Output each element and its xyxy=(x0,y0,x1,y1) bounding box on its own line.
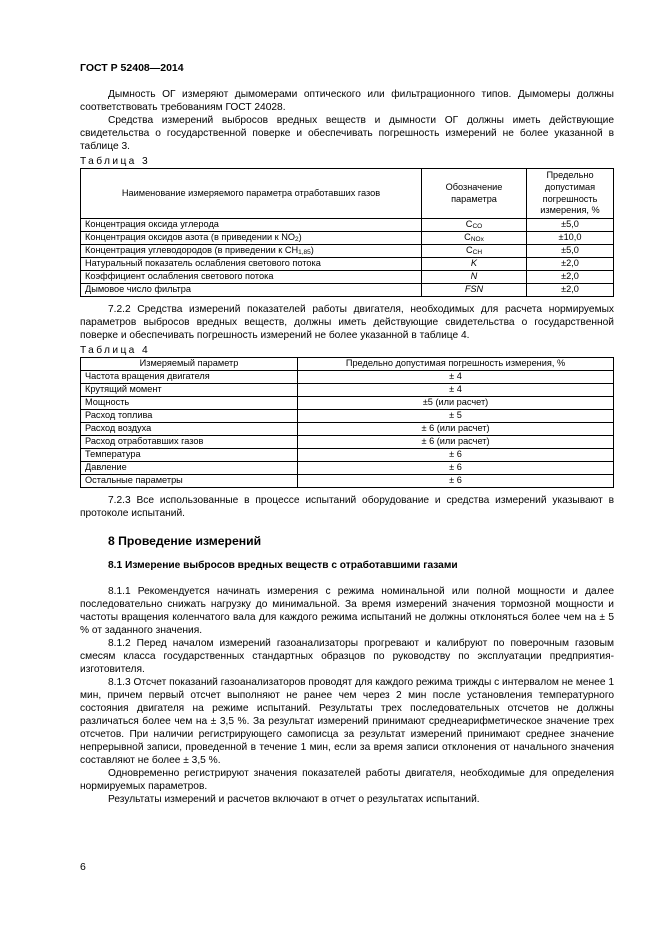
cell-param-text: Концентрация углеводородов (в приведении к CH xyxy=(85,245,299,256)
cell-symbol xyxy=(422,284,527,297)
cell-error: ± 4 xyxy=(298,384,614,397)
cell-param xyxy=(81,219,422,232)
cell-error: ± 6 xyxy=(298,475,614,488)
paragraph-7-2-3: 7.2.3 Все использованные в процессе испытаний оборудование и средства измерений указывают в протоколе испытаний. xyxy=(80,495,614,519)
paragraph-7-2-2: 7.2.2 Средства измерений показателей работы двигателя, необходимых для расчета нормируемых параметров выбросов вредных веществ, должны иметь действующие свидетельства о государственной поверке и обеспечивать погрешность измерений не более указанной в таблице 4. xyxy=(80,304,614,341)
cell-error: ±5,0 xyxy=(527,245,614,258)
table-row xyxy=(81,410,614,423)
cell-symbol-text: FSN xyxy=(464,284,484,295)
cell-param: Частота вращения двигателя xyxy=(81,371,298,384)
cell-error: ± 6 xyxy=(298,462,614,475)
table-row xyxy=(81,462,614,475)
cell-symbol-text: N xyxy=(470,271,478,282)
cell-param: Давление xyxy=(81,462,298,475)
cell-symbol-text: C xyxy=(465,245,473,256)
cell-symbol xyxy=(422,258,527,271)
cell-param-subscript: 2 xyxy=(295,236,299,244)
paragraph-simultaneous-registration: Одновременно регистрируют значения показателей работы двигателя, необходимые для определения нормируемых параметров. xyxy=(80,768,614,792)
section-8-title: 8 Проведение измерений xyxy=(108,534,262,548)
cell-error: ± 5 xyxy=(298,410,614,423)
table-row xyxy=(81,232,614,245)
table-3 xyxy=(80,168,614,297)
section-8-1-title: 8.1 Измерение выбросов вредных веществ с отработавшими газами xyxy=(108,560,458,571)
table-row xyxy=(81,271,614,284)
paragraph-8-1-1: 8.1.1 Рекомендуется начинать измерения с режима номинальной или полной мощности и далее последовательно снижать нагрузку до минимальной. За время измерений значения тормозной мощности и частоты вращения коленчатого вала для каждого режима испытаний не должны отклоняться более чем на ± 5 % от заданного значения. xyxy=(80,586,614,636)
cell-symbol xyxy=(422,271,527,284)
cell-param-text: Натуральный показатель ослабления светового потока xyxy=(85,258,321,269)
document-page xyxy=(80,62,614,806)
cell-error: ±5 (или расчет) xyxy=(298,397,614,410)
table-4-header-param: Измеряемый параметр xyxy=(81,358,298,371)
table-4-caption: Таблица 4 xyxy=(80,345,151,356)
cell-param: Мощность xyxy=(81,397,298,410)
table-3-header-param: Наименование измеряемого параметра отработавших газов xyxy=(81,169,422,219)
table-3-header-error: Предельно допустимая погрешность измерения, % xyxy=(527,169,614,219)
table-4-header-error: Предельно допустимая погрешность измерения, % xyxy=(298,358,614,371)
cell-error: ±2,0 xyxy=(527,258,614,271)
cell-symbol xyxy=(422,245,527,258)
table-row xyxy=(81,397,614,410)
cell-param: Крутящий момент xyxy=(81,384,298,397)
cell-error: ±5,0 xyxy=(527,219,614,232)
cell-param xyxy=(81,232,422,245)
cell-param: Расход воздуха xyxy=(81,423,298,436)
cell-error: ± 6 xyxy=(298,449,614,462)
cell-param-text: Дымовое число фильтра xyxy=(85,284,191,295)
cell-param xyxy=(81,258,422,271)
cell-param-subscript: 1,85 xyxy=(298,249,311,257)
table-row xyxy=(81,423,614,436)
table-row xyxy=(81,449,614,462)
cell-symbol-text: K xyxy=(470,258,478,269)
cell-error: ± 4 xyxy=(298,371,614,384)
cell-error: ±2,0 xyxy=(527,284,614,297)
table-row xyxy=(81,245,614,258)
cell-error: ±2,0 xyxy=(527,271,614,284)
table-3-header-symbol: Обозначение параметра xyxy=(422,169,527,219)
table-row xyxy=(81,475,614,488)
cell-symbol-text: C xyxy=(465,219,473,230)
table-row xyxy=(81,436,614,449)
cell-param: Расход отработавших газов xyxy=(81,436,298,449)
table-row xyxy=(81,219,614,232)
cell-param-text: Концентрация оксидов азота (в приведении к NO xyxy=(85,232,295,243)
cell-error: ±10,0 xyxy=(527,232,614,245)
page-number: 6 xyxy=(80,861,86,873)
cell-param-text: Концентрация оксида углерода xyxy=(85,219,219,230)
cell-param xyxy=(81,271,422,284)
table-3-caption: Таблица 3 xyxy=(80,156,151,167)
paragraph-8-1-3: 8.1.3 Отсчет показаний газоанализаторов проводят для каждого режима трижды с интервалом не менее 1 мин, причем первый отсчет выполняют не ранее чем через 2 мин после установления температурного состояния двигателя на режиме испытаний. Результаты трех последовательных отсчетов не должны различаться более чем на ± 3,5 %. За результат измерений принимают среднеарифметическое значение трех отсчетов. При наличии регистрирующего самописца за результат измерений принимают среднее значение непрерывной записи, проведенной в течение 1 мин, если за время записи отклонения от начального значения составляют не более ± 3,5 %. xyxy=(80,677,615,766)
table-row xyxy=(81,371,614,384)
cell-symbol-subscript: CO xyxy=(472,223,483,231)
table-4-body xyxy=(81,371,614,488)
cell-param-text: Коэффициент ослабления светового потока xyxy=(85,271,274,282)
table-row xyxy=(81,384,614,397)
cell-param-suffix: ) xyxy=(310,245,314,256)
cell-symbol-text: C xyxy=(464,232,471,243)
cell-param-suffix: ) xyxy=(298,232,302,243)
cell-symbol xyxy=(422,219,527,232)
cell-param: Расход топлива xyxy=(81,410,298,423)
cell-param xyxy=(81,245,422,258)
paragraph-measuring-instruments: Средства измерений выбросов вредных веществ и дымности ОГ должны иметь действующие свидетельства о государственной поверке и обеспечивать погрешность измерений не более указанной в таблице 3. xyxy=(80,115,614,152)
table-row xyxy=(81,258,614,271)
paragraph-8-1-2: 8.1.2 Перед началом измерений газоанализаторы прогревают и калибруют по поверочным газовым смесям класса государственных стандартных образцов по руководству по эксплуатации предприятия-изготовителя. xyxy=(80,638,614,675)
cell-symbol-subscript: NOx xyxy=(470,236,484,244)
cell-param xyxy=(81,284,422,297)
cell-param: Остальные параметры xyxy=(81,475,298,488)
paragraph-results-report: Результаты измерений и расчетов включают в отчет о результатах испытаний. xyxy=(108,794,480,805)
cell-symbol xyxy=(422,232,527,245)
cell-symbol-subscript: CH xyxy=(472,249,483,257)
cell-error: ± 6 (или расчет) xyxy=(298,436,614,449)
table-4 xyxy=(80,357,614,488)
cell-param: Температура xyxy=(81,449,298,462)
table-3-body xyxy=(81,219,614,297)
standard-header: ГОСТ Р 52408—2014 xyxy=(80,62,184,74)
paragraph-smoke-meters: Дымность ОГ измеряют дымомерами оптического или фильтрационного типов. Дымомеры должны соответствовать требованиям ГОСТ 24028. xyxy=(80,89,614,113)
cell-error: ± 6 (или расчет) xyxy=(298,423,614,436)
table-row xyxy=(81,284,614,297)
